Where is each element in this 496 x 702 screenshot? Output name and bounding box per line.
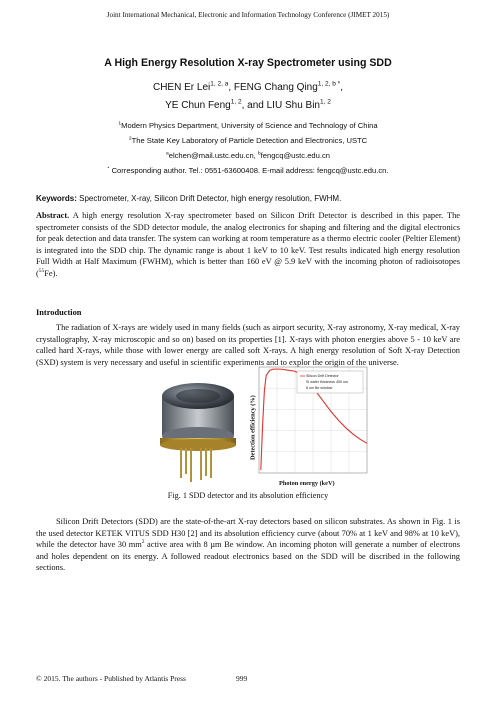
paragraph-text: Silicon Drift Detectors (SDD) are the state-of-the-art X-ray detectors based on silicon substrates. As shown in Fig. 1 is the used detector KETEK VITUS SDD H30 [2] and its absolution efficiency curve (about 70% at 1 keV and 98% at 10 keV), while the detector have 30 mm (36, 517, 460, 550)
paragraph-text: active area with 8 µm Be window. An incoming photon will generate a number of electrons and holes dependent on its energy. A followed readout electronics based on the SDD will be discribed in the following sections. (36, 540, 460, 573)
legend-entry: 8 um Be window (306, 386, 333, 391)
data-point (331, 411, 332, 412)
chart-ylabel: Detection efficiency (%) (249, 395, 257, 460)
author-affiliation-marker: 1, 2, b * (317, 80, 341, 88)
author-name: YE Chun Feng (165, 100, 231, 111)
author-line-1 (0, 82, 496, 93)
author-affiliation-marker: 1, 2 (230, 98, 242, 106)
keywords-label: Keywords: (36, 194, 77, 203)
keywords (36, 193, 460, 205)
section-heading-introduction: Introduction (36, 308, 82, 317)
footer-copyright: © 2015. The authors - Published by Atlantis Press (36, 674, 186, 683)
affiliation-text: Modern Physics Department, University of Science and Technology of China (121, 121, 378, 130)
corresponding-author (0, 166, 496, 175)
data-point (367, 443, 368, 444)
author-affiliation-marker: 1, 2, a (210, 80, 229, 88)
unit-superscript: 2 (141, 539, 145, 546)
data-point (295, 371, 296, 372)
legend-entry: Silicon Drift Detector (306, 374, 339, 379)
author-name: FENG Chang Qing (233, 82, 318, 93)
abstract (36, 210, 460, 280)
data-point (266, 375, 267, 376)
corresponding-marker: * (107, 166, 110, 172)
paper-title: A High Energy Resolution X-ray Spectrometer using SDD (104, 57, 392, 69)
email-text: fengcq@ustc.edu.cn (260, 151, 331, 160)
email-text: elchen@mail.ustc.edu.cn, (168, 151, 258, 160)
conference-header: Joint International Mechanical, Electronic and Information Technology Conference (JIMET 2015) (106, 11, 390, 19)
data-point (323, 402, 324, 403)
email-marker: a (165, 151, 169, 157)
author-separator: , (228, 82, 234, 93)
abstract-tail: Fe). (44, 268, 58, 278)
affiliation-number: 2 (128, 136, 132, 142)
sdd-detector-image (150, 368, 246, 484)
email-marker: b (257, 151, 261, 157)
keywords-text: Spectrometer, X-ray, Silicon Drift Detector, high energy resolution, FWHM. (76, 194, 342, 203)
corresponding-text: Corresponding author. Tel.: 0551-63600408. E-mail address: fengcq@ustc.edu.cn. (109, 166, 389, 175)
data-point (277, 369, 278, 370)
sdd-paragraph (36, 516, 460, 574)
abstract-label: Abstract. (36, 211, 70, 220)
author-emails (0, 151, 496, 160)
affiliation-1 (0, 121, 496, 130)
data-point (359, 439, 360, 440)
data-point (262, 425, 263, 426)
author-name: CHEN Er Lei (152, 82, 211, 93)
abstract-text: A high energy resolution X-ray spectrometer based on Silicon Drift Detector is described in this paper. The spectrometer consists of the SDD detector module, the analog electronics for shaping and filtering and the digital electronics for peak detection and data transfer. The system can working at room temperature as a thermo electric cooler (Peltier Element) is integrated into the SDD chip. The dynamic range is about 1 keV to 10 keV. Test results indicated high energy resolution Full Width at Half Maximum (FWHM), which is better than 160 eV @ 5.9 keV with the incoming photon of radioisotopes ( (36, 211, 461, 278)
legend-entry: Si wafer thickness 450 um (306, 380, 348, 385)
data-point (269, 370, 270, 371)
affiliation-2 (0, 136, 496, 145)
isotope-superscript: 55 (38, 268, 45, 275)
author-separator: , and (241, 100, 267, 111)
data-point (345, 427, 346, 428)
author-affiliation-marker: 1, 2 (320, 98, 331, 106)
affiliation-text: The State Key Laboratory of Particle Detection and Electronics, USTC (131, 136, 368, 145)
author-line-2 (0, 100, 496, 111)
page-number: 999 (236, 674, 248, 683)
author-separator: , (340, 82, 343, 93)
data-point (264, 390, 265, 391)
chart-xlabel: Photon energy (keV) (279, 480, 335, 487)
author-name: LIU Shu Bin (266, 100, 320, 111)
data-point (287, 370, 288, 371)
data-point (280, 369, 281, 370)
figure-caption: Fig. 1 SDD detector and its absolution efficiency (167, 491, 329, 500)
data-point (273, 369, 274, 370)
introduction-paragraph: The radiation of X-rays are widely used in many fields (such as airport security, X-ray astronomy, X-ray medical, X-ray crystallography, X-ray microscopic and so on) based on its properties [1]. X-rays with photon energies above 5 - 10 keV are called hard X-rays, while those with lower energy are called soft X-rays. A high energy resolution of Soft X-ray Detection (SXD) system is very necessary and useful in scientific experiments and to explor the origin of the universe. (36, 323, 460, 367)
data-point (338, 420, 339, 421)
data-point (352, 433, 353, 434)
efficiency-chart (249, 365, 370, 489)
affiliation-number: 1 (118, 121, 122, 127)
data-point (260, 469, 261, 470)
